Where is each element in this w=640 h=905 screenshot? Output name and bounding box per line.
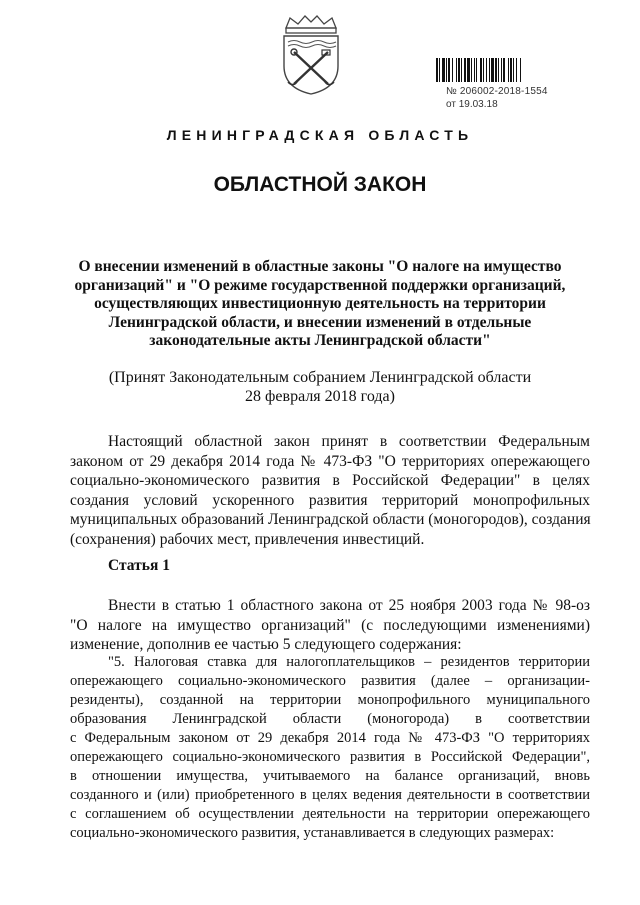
preamble-line: законом от 29 декабря 2014 года № 473-ФЗ "О территориях опережающего (70, 452, 590, 470)
barcode-icon (436, 58, 562, 82)
amendment-line: с соглашением об осуществлении деятельности на территории опережающего (70, 806, 590, 822)
preamble-line: муниципальных образований Ленинградской области (моногородов), создания (70, 511, 591, 528)
barcode-bar (471, 58, 472, 82)
region-heading: ЛЕНИНГРАДСКАЯ ОБЛАСТЬ (166, 127, 474, 143)
article-1-line: Внести в статью 1 областного закона от 25 ноября 2003 года № 98-оз (108, 597, 590, 614)
amendment-line: в отношении имущества, учитываемого на балансе организаций, вновь (70, 768, 590, 784)
law-title-line: организаций" и "О режиме государственной поддержки организаций, (74, 276, 566, 294)
barcode-bar (456, 58, 457, 82)
barcode-bar (503, 58, 505, 82)
barcode-bar (458, 58, 460, 82)
law-title-line: Ленинградской области, и внесении изменений в отдельные (108, 313, 532, 331)
adoption-note-line: 28 февраля 2018 года) (245, 388, 395, 405)
law-title-line: О внесении изменений в областные законы "О налоге на имущество (78, 258, 562, 275)
barcode-bar (491, 58, 494, 82)
barcode-bar (461, 58, 462, 82)
adoption-note (60, 368, 580, 406)
barcode-bar (480, 58, 482, 82)
preamble-line: социально-экономического развития в Российской Федерации" в целях (70, 472, 590, 489)
amendment-line: резиденты), созданной на территории монопрофильного муниципального (70, 692, 590, 708)
barcode-bar (508, 58, 509, 82)
barcode-bar (452, 58, 453, 82)
amendment-line: с Федеральным законом от 29 декабря 2014 года № 473-ФЗ "О территориях (70, 730, 590, 746)
amendment-line: "5. Налоговая ставка для налогоплательщиков – резидентов территории (108, 654, 590, 670)
adoption-note-line: (Принят Законодательным собранием Ленинградской области (108, 369, 532, 386)
barcode-bar (501, 58, 502, 82)
barcode-bar (464, 58, 466, 82)
law-title (70, 258, 570, 351)
barcode-bar (476, 58, 477, 82)
barcode-bar (474, 58, 475, 82)
barcode-bar (483, 58, 484, 82)
barcode-bar (520, 58, 521, 82)
law-title-line: законодательные акты Ленинградской области" (149, 332, 491, 349)
barcode-bar (495, 58, 497, 82)
coat-of-arms-icon (278, 14, 344, 96)
article-1-heading: Статья 1 (108, 557, 170, 574)
article-1-line: "О налоге на имущество организаций" (с последующими изменениями) (70, 616, 590, 634)
law-title-line: осуществляющих инвестиционную деятельность на территории (94, 295, 546, 312)
barcode-bar (448, 58, 450, 82)
preamble-line: Настоящий областной закон принят в соответствии Федеральным (108, 433, 590, 450)
document-number: № 206002-2018-1554 (446, 86, 548, 97)
preamble-line: (сохранения) рабочих мест, привлечения инвестиций. (70, 530, 425, 548)
article-1-paragraph (70, 596, 590, 655)
barcode-bar (498, 58, 499, 82)
amendment-line: образования Ленинградской области (моногорода) в соответствии (70, 711, 590, 727)
barcode-bar (439, 58, 440, 82)
barcode-bar (436, 58, 438, 82)
barcode-bar (446, 58, 447, 82)
amendment-text (70, 653, 590, 843)
barcode-bar (516, 58, 517, 82)
amendment-line: опережающего социально-экономического развития (далее – организации- (70, 673, 590, 689)
law-type-heading: ОБЛАСТНОЙ ЗАКОН (213, 173, 427, 196)
barcode-bar (442, 58, 445, 82)
amendment-line: опережающего социально-экономического развития в Российской Федерации", (70, 749, 590, 765)
preamble-paragraph (70, 432, 590, 549)
barcode-bar (510, 58, 512, 82)
barcode-bar (489, 58, 490, 82)
barcode-bar (467, 58, 470, 82)
preamble-line: создания условий ускоренного развития территорий монопрофильных (70, 491, 590, 509)
barcode-bar (513, 58, 514, 82)
amendment-line: созданного и (или) приобретенного в целях ведения деятельности в соответствии (70, 787, 590, 803)
article-1-line: изменение, дополнив ее частью 5 следующего содержания: (70, 636, 462, 653)
amendment-line: социально-экономического развития, устанавливается в следующих размерах: (70, 825, 555, 841)
document-date: от 19.03.18 (446, 99, 498, 110)
barcode-bar (486, 58, 487, 82)
